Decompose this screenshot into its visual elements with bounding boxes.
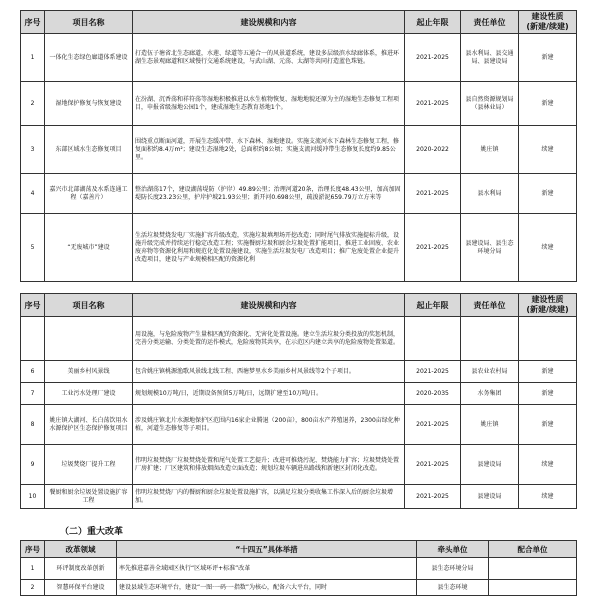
header-content: 建设规模和内容 xyxy=(133,294,405,317)
cell-nature: 新建 xyxy=(519,82,577,126)
cell-field: 智慧环保平台建设 xyxy=(45,580,117,596)
header-seq: 序号 xyxy=(21,294,45,317)
table-row xyxy=(21,174,577,214)
table-row xyxy=(21,317,577,361)
cell-years: 2021-2025 xyxy=(405,361,461,383)
table-header-row xyxy=(21,294,577,317)
reform-table xyxy=(20,540,577,596)
cell-unit: 县农业农村局 xyxy=(461,361,519,383)
cell-unit xyxy=(461,317,519,361)
cell-unit: 水务集团 xyxy=(461,383,519,405)
table-header-row xyxy=(21,541,577,558)
cell-name: 垃圾焚烧厂提升工程 xyxy=(45,445,133,485)
cell-seq: 4 xyxy=(21,174,45,214)
table-row xyxy=(21,383,577,405)
cell-name: 餐厨和厨余垃圾处置设施扩容工程 xyxy=(45,485,133,509)
header-coop: 配合单位 xyxy=(489,541,577,558)
cell-years: 2021-2025 xyxy=(405,174,461,214)
cell-unit: 县建设局 xyxy=(461,445,519,485)
cell-content: 生活垃圾焚烧发电厂实施扩容升级改造，实施垃圾填埋场开挖改造；同时尾气排放实施提标升级，设施升级完成并持续运行稳定改造工程；实施餐厨垃圾和厨余垃圾处置扩能项目，推进工业固废、农业废弃物等资源化利用和规范化处置设施建设，实施生活垃圾发电厂改造项目；推广危废处置企业提升改造项目，建设与产业规模相匹配的资源化利 xyxy=(133,214,405,282)
header-name: 项目名称 xyxy=(45,294,133,317)
cell-lead: 县生态环境 xyxy=(417,580,489,596)
table-row xyxy=(21,34,577,82)
header-name: 项目名称 xyxy=(45,11,133,34)
cell-years: 2021-2025 xyxy=(405,82,461,126)
header-years: 起止年限 xyxy=(405,294,461,317)
cell-lead: 县生态环境分局 xyxy=(417,558,489,580)
cell-seq: 3 xyxy=(21,126,45,174)
cell-seq: 5 xyxy=(21,214,45,282)
cell-content: 在汾湖、沉香荡和祥符荡等湿地积极推进以水生植物恢复、湿地地貌还原为主的湿地生态修复工程项目，申报省级湿地公园1个，建成湿地生态教育基地1个。 xyxy=(133,82,405,126)
cell-nature: 新建 xyxy=(519,361,577,383)
header-lead: 牵头单位 xyxy=(417,541,489,558)
cell-measures: 率先推进嘉善全域园区执行“区域环评+标准”改革 xyxy=(117,558,417,580)
table-row xyxy=(21,445,577,485)
cell-nature: 新建 xyxy=(519,383,577,405)
cell-seq: 9 xyxy=(21,445,45,485)
cell-content: 用设施，与危险废物产生量相匹配的资源化、无害化处置设施。建立生活垃圾分类投放的奖惩机制，完善分类运输、分类处置的运作模式，危险废物其共享，在示范区内建立共享的危险废物处置渠道。 xyxy=(133,317,405,361)
cell-nature: 续建 xyxy=(519,445,577,485)
cell-content: 伟明垃圾焚烧厂垃圾焚烧处置和尾气处置工艺提升；改进可推烧污泥、焚烧能力扩容；垃圾焚烧处置厂房扩建；厂区建筑和排放烟囱改造立面改造；规划垃圾车辆进出路线和新建区封闭化改造。 xyxy=(133,445,405,485)
cell-years: 2021-2025 xyxy=(405,214,461,282)
cell-content: 伟明垃圾焚烧厂内的餐厨和厨余垃圾处置设施扩容，以满足垃圾分类收集工作深入后的厨余垃圾增加。 xyxy=(133,485,405,509)
cell-unit: 县水利局、县交通局、县建设局 xyxy=(461,34,519,82)
cell-coop xyxy=(489,558,577,580)
cell-years: 2020-2035 xyxy=(405,383,461,405)
cell-content: 打造伍子塘省北生态廊道，水莲、绿道等五通合一的风景道系统，建设多层级滨水绿廊体系，推进环湖生态景观廊道和区域慢行交通系统建设，与武山湖、元荡、太湖等共同打造蓝色珠链。 xyxy=(133,34,405,82)
cell-seq: 2 xyxy=(21,82,45,126)
table-row xyxy=(21,82,577,126)
header-measures: “十四五”具体举措 xyxy=(117,541,417,558)
header-years: 起止年限 xyxy=(405,11,461,34)
cell-seq: 7 xyxy=(21,383,45,405)
cell-name: “无废城市”建设 xyxy=(45,214,133,282)
cell-name: 美丽乡村风景线 xyxy=(45,361,133,383)
header-nature: 建设性质 (新建/续建) xyxy=(519,11,577,34)
section-heading: （二）重大改革 xyxy=(60,527,124,537)
cell-nature: 新建 xyxy=(519,405,577,445)
cell-years xyxy=(405,317,461,361)
cell-seq: 6 xyxy=(21,361,45,383)
cell-name: 姚庄镇大湖河、长白荡饮用水水源保护区生态保护修复项目 xyxy=(45,405,133,445)
project-table-part1 xyxy=(20,10,577,282)
cell-seq: 2 xyxy=(21,580,45,596)
header-seq: 序号 xyxy=(21,541,45,558)
project-table-part2 xyxy=(20,293,577,509)
cell-nature: 续建 xyxy=(519,485,577,509)
cell-unit: 姚庄镇 xyxy=(461,126,519,174)
cell-seq: 10 xyxy=(21,485,45,509)
cell-name: 湿地保护修复与恢复建设 xyxy=(45,82,133,126)
cell-name xyxy=(45,317,133,361)
cell-years: 2021-2025 xyxy=(405,405,461,445)
cell-coop xyxy=(489,580,577,596)
header-field: 改革领域 xyxy=(45,541,117,558)
cell-years: 2021-2025 xyxy=(405,34,461,82)
table-row xyxy=(21,405,577,445)
cell-unit: 县自然资源规划局（县林业局） xyxy=(461,82,519,126)
cell-name: 东部区域水生态修复项目 xyxy=(45,126,133,174)
cell-nature xyxy=(519,317,577,361)
cell-seq: 1 xyxy=(21,558,45,580)
table-row xyxy=(21,126,577,174)
cell-unit: 县建设局、县生态环境分局 xyxy=(461,214,519,282)
cell-unit: 县水利局 xyxy=(461,174,519,214)
table-row xyxy=(21,485,577,509)
table-row xyxy=(21,214,577,282)
header-content: 建设规模和内容 xyxy=(133,11,405,34)
cell-unit: 县建设局 xyxy=(461,485,519,509)
cell-content: 规划规模10万吨/日，近期设备预留5万吨/日，远期扩建至10万吨/日。 xyxy=(133,383,405,405)
cell-nature: 续建 xyxy=(519,214,577,282)
cell-nature: 续建 xyxy=(519,126,577,174)
cell-nature: 新建 xyxy=(519,34,577,82)
cell-name: 嘉兴市北部湖荡及水系连通工程（嘉善片） xyxy=(45,174,133,214)
cell-seq: 1 xyxy=(21,34,45,82)
header-unit: 责任单位 xyxy=(461,294,519,317)
cell-nature: 新建 xyxy=(519,174,577,214)
cell-unit: 姚庄镇 xyxy=(461,405,519,445)
table-row xyxy=(21,580,577,596)
cell-years: 2021-2025 xyxy=(405,485,461,509)
cell-content: 整治湖荡17个，建设湖荡堤防（护岸）49.89公里；治理河道20条，治理长度48.43公里，加高加固堤防长度23.23公里，护岸护坡21.93公里；新开河0.698公里，疏浚淤泥659.79万立方米等 xyxy=(133,174,405,214)
table-row xyxy=(21,558,577,580)
cell-seq xyxy=(21,317,45,361)
table-row xyxy=(21,361,577,383)
header-unit: 责任单位 xyxy=(461,11,519,34)
cell-name: 工业污水处理厂建设 xyxy=(45,383,133,405)
cell-years: 2020-2022 xyxy=(405,126,461,174)
cell-content: 围绕重点断面河道，开展生态缓冲带、水下森林、湿地建设。实施支流河水下森林生态修复工程，修复面积约8.4万m²；建设生态湿地2处，总面积约8公顷；实施支流河缓冲带生态修复长度约9.85公里。 xyxy=(133,126,405,174)
table-header-row xyxy=(21,11,577,34)
cell-measures: 建设县域生态环境平台，建设“一图·一码·一指数”为核心，配备六大平台，同时 xyxy=(117,580,417,596)
cell-field: 环评制度改革创新 xyxy=(45,558,117,580)
cell-content: 包含姚庄镇桃源渔歌风景线北线工程、西塘梦里水乡美丽乡村风景线等2个子项目。 xyxy=(133,361,405,383)
header-seq: 序号 xyxy=(21,11,45,34)
cell-content: 涉及姚庄镇北片水源地保护区范围内16家企业腾退（200亩），800亩水产养殖退养，2300亩绿化种植，河道生态修复等子项目。 xyxy=(133,405,405,445)
header-nature: 建设性质 (新建/续建) xyxy=(519,294,577,317)
cell-name: 一体化生态绿色廊道体系建设 xyxy=(45,34,133,82)
cell-years: 2021-2025 xyxy=(405,445,461,485)
cell-seq: 8 xyxy=(21,405,45,445)
